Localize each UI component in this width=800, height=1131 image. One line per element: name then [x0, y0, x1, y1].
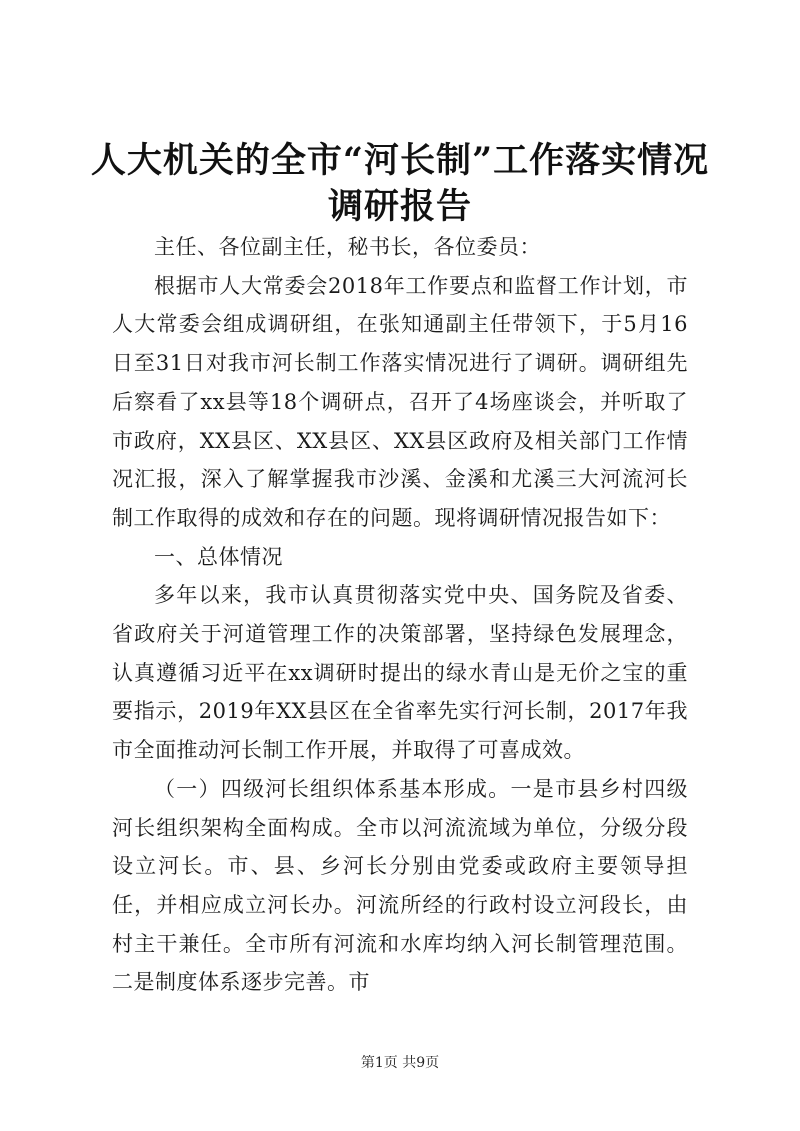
page-footer: 第1页 共9页 [360, 1055, 440, 1071]
document-body [112, 228, 688, 1002]
subsection-paragraph: （一）四级河长组织体系基本形成。一是市县乡村四级河长组织架构全面构成。全市以河流流域为单位，分级分段设立河长。市、县、乡河长分别由党委或政府主要领导担任，并相应成立河长办。河流所经的行政村设立河段长，由村主干兼任。全市所有河流和水库均纳入河长制管理范围。二是制度体系逐步完善。市 [112, 776, 688, 995]
intro-paragraph: 根据市人大常委会2018年工作要点和监督工作计划，市人大常委会组成调研组，在张知通副主任带领下，于5月16日至31日对我市河长制工作落实情况进行了调研。调研组先后察看了xx县等18个调研点，召开了4场座谈会，并听取了市政府，XX县区、XX县区、XX县区政府及相关部门工作情况汇报，深入了解掌握我市沙溪、金溪和尤溪三大河流河长制工作取得的成效和存在的问题。现将调研情况报告如下： [112, 273, 688, 530]
overview-paragraph: 多年以来，我市认真贯彻落实党中央、国务院及省委、省政府关于河道管理工作的决策部署，坚持绿色发展理念，认真遵循习近平在xx调研时提出的绿水青山是无价之宝的重要指示，2019年XX县区在全省率先实行河长制，2017年我市全面推动河长制工作开展，并取得了可喜成效。 [112, 583, 688, 763]
salutation-paragraph: 主任、各位副主任，秘书长，各位委员： [154, 235, 541, 259]
document-title: 人大机关的全市“河长制”工作落实情况调研报告 [90, 140, 710, 227]
section-heading: 一、总体情况 [154, 544, 283, 569]
